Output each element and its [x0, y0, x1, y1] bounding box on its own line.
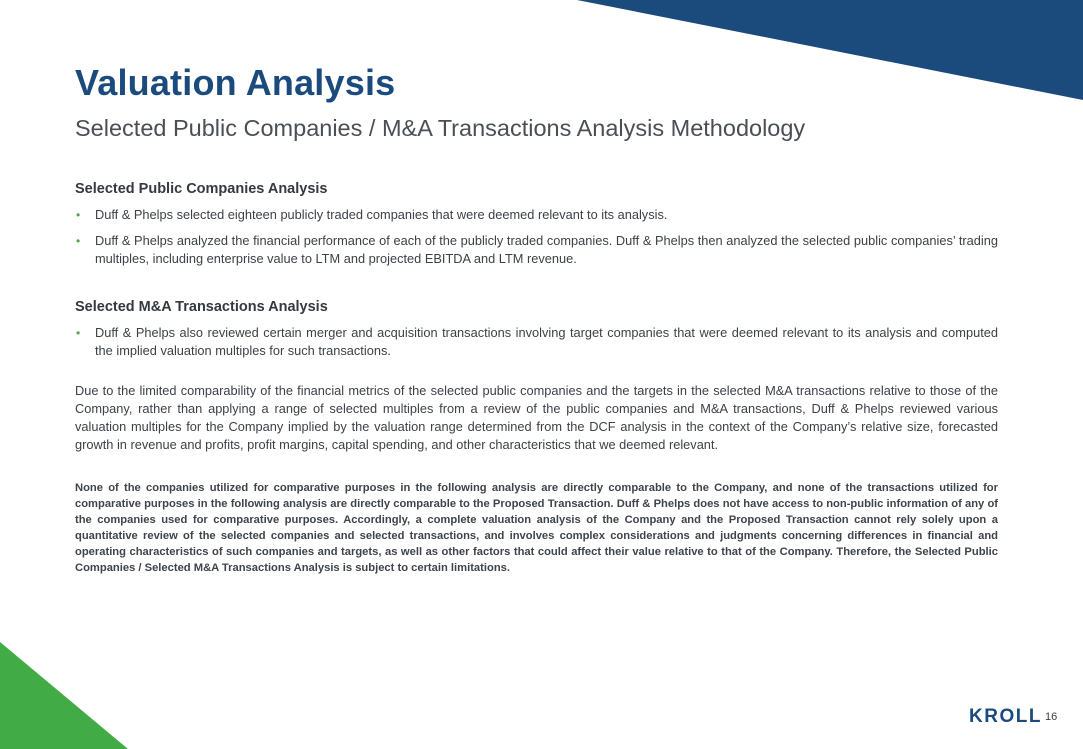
bullet-text: Duff & Phelps selected eighteen publicly traded companies that were deemed relevant to its analysis.	[95, 207, 668, 222]
main-content	[75, 181, 998, 576]
page-subtitle: Selected Public Companies / M&A Transactions Analysis Methodology	[75, 115, 806, 141]
bullet-icon: •	[76, 326, 81, 340]
bottom-left-green-triangle	[0, 642, 128, 749]
kroll-logo: KROLL	[969, 706, 1042, 727]
bullet-icon: •	[76, 208, 81, 222]
disclaimer-paragraph: None of the companies utilized for comparative purposes in the following analysis are directly comparable to the Company, and none of the transactions utilized for comparative purposes in the following analysis are directly comparable to the Proposed Transaction. Duff & Phelps does not have access to non-public information of any of the companies used for comparative purposes. Accordingly, a complete valuation analysis of the Company and the Proposed Transaction cannot rely solely upon a quantitative review of the selected companies and selected transactions, and involves complex considerations and judgments concerning differences in financial and operating characteristics of such companies and targets, as well as other factors that could affect their value relative to that of the Company. Therefore, the Selected Public Companies / Selected M&A Transactions Analysis is subject to certain limitations.	[75, 482, 998, 574]
section-heading: Selected Public Companies Analysis	[75, 181, 328, 197]
comparability-paragraph: Due to the limited comparability of the financial metrics of the selected public companies and the targets in the selected M&A transactions relative to those of the Company, rather than applying a range of selected multiples from a review of the public companies and M&A transactions, Duff & Phelps reviewed various valuation multiples for the Company implied by the valuation range determined from the DCF analysis in the context of the Company’s relative size, forecasted growth in revenue and profits, profit margins, capital spending, and other characteristics that we deemed relevant.	[75, 383, 998, 452]
section-public-companies	[75, 181, 998, 268]
page-number: 16	[1045, 711, 1058, 723]
bullet-list	[75, 206, 998, 268]
top-right-blue-band	[577, 0, 1083, 100]
bullet-list	[75, 324, 998, 360]
section-ma-transactions	[75, 299, 998, 360]
bullet-item	[75, 324, 998, 360]
bullet-text: Duff & Phelps also reviewed certain merger and acquisition transactions involving target companies that were deemed relevant to its analysis and computed the implied valuation multiples for such transactions.	[95, 325, 998, 358]
bullet-item	[75, 206, 998, 224]
bullet-item	[75, 232, 998, 268]
section-heading: Selected M&A Transactions Analysis	[75, 299, 328, 315]
bullet-text: Duff & Phelps analyzed the financial performance of each of the publicly traded companies. Duff & Phelps then analyzed the selected public companies’ trading multiples, including enterprise value to LTM and projected EBITDA and LTM revenue.	[95, 233, 998, 266]
page-title: Valuation Analysis	[75, 62, 396, 103]
bullet-icon: •	[76, 234, 81, 248]
